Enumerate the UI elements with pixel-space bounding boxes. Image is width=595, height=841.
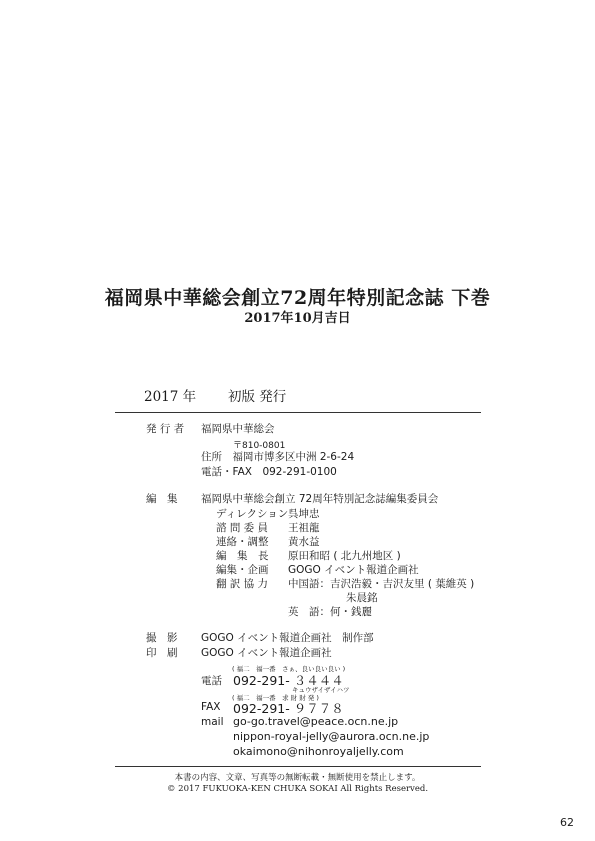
edition-text: 初版 発行 [228, 389, 287, 405]
fax-ruby: ( 福二 福一番 求 財 財 発 ) [232, 694, 319, 702]
translator-english: 英 語：何・銭麗 [288, 606, 372, 618]
role-name: 原田和昭 ( 北九州地区 ) [288, 550, 401, 562]
mail-label: mail [201, 716, 224, 728]
photo-label: 撮 影 [146, 632, 178, 644]
bottom-divider [115, 766, 481, 767]
fax-ruby-top: キュウザイザイハツ [292, 686, 350, 694]
copyright-line: © 2017 FUKUOKA-KEN CHUKA SOKAI All Rights Reserved. [166, 784, 429, 794]
print-label: 印 刷 [146, 647, 178, 659]
phone-ruby: ( 福二 福一番 さぁ、良い良い良い ) [232, 665, 346, 673]
role-name: 黄水益 [288, 536, 320, 548]
mail-address: okaimono@nihonroyaljelly.com [233, 745, 404, 758]
print-value: GOGO イベント報道企画社 [201, 647, 332, 659]
role-label: 翻 訳 協 力 [216, 578, 269, 590]
publisher-postal: 〒810-0801 [233, 441, 286, 451]
role-label: 編 集 長 [216, 550, 269, 562]
role-name: GOGO イベント報道企画社 [288, 564, 419, 576]
role-label: 連絡・調整 [216, 536, 269, 548]
mail-address: nippon-royal-jelly@aurora.ocn.ne.jp [233, 730, 430, 743]
phone-label: 電話 [201, 675, 222, 687]
editing-label: 編 集 [146, 493, 178, 505]
phone-number: 092-291- ３４４４ [233, 673, 344, 688]
publisher-name: 福岡県中華総会 [201, 423, 275, 435]
page-title: 福岡県中華総会創立72周年特別記念誌 下巻 [104, 287, 491, 309]
role-name: 王祖龍 [288, 522, 320, 534]
copyright-notice: 本書の内容、文章、写真等の無断転載・無断使用を禁止します。 [174, 773, 421, 783]
role-name: 中国語：吉沢浩毅・吉沢友里 ( 葉維英 ) [288, 578, 475, 590]
role-name: 呉坤忠 [288, 508, 320, 520]
page-number: 62 [560, 816, 574, 829]
fax-number: 092-291- ９７７８ [233, 701, 344, 716]
publisher-label: 発 行 者 [146, 423, 185, 435]
role-label: 諮 問 委 員 [216, 522, 269, 534]
publisher-address: 住所 福岡市博多区中洲 2-6-24 [201, 451, 355, 463]
role-label: ディレクション [216, 508, 289, 520]
fax-label: FAX [201, 701, 221, 713]
photo-value: GOGO イベント報道企画社 制作部 [201, 632, 374, 644]
mail-address: go-go.travel@peace.ocn.ne.jp [233, 715, 399, 728]
top-divider [115, 412, 481, 413]
publisher-phone: 電話・FAX 092-291-0100 [201, 466, 337, 478]
editing-committee: 福岡県中華総会創立 72周年特別記念誌編集委員会 [201, 493, 439, 505]
translator-extra: 朱晨銘 [346, 592, 378, 604]
edition-year: 2017 年 [144, 389, 197, 405]
issue-date: 2017年10月吉日 [244, 311, 351, 326]
role-label: 編集・企画 [216, 564, 269, 576]
